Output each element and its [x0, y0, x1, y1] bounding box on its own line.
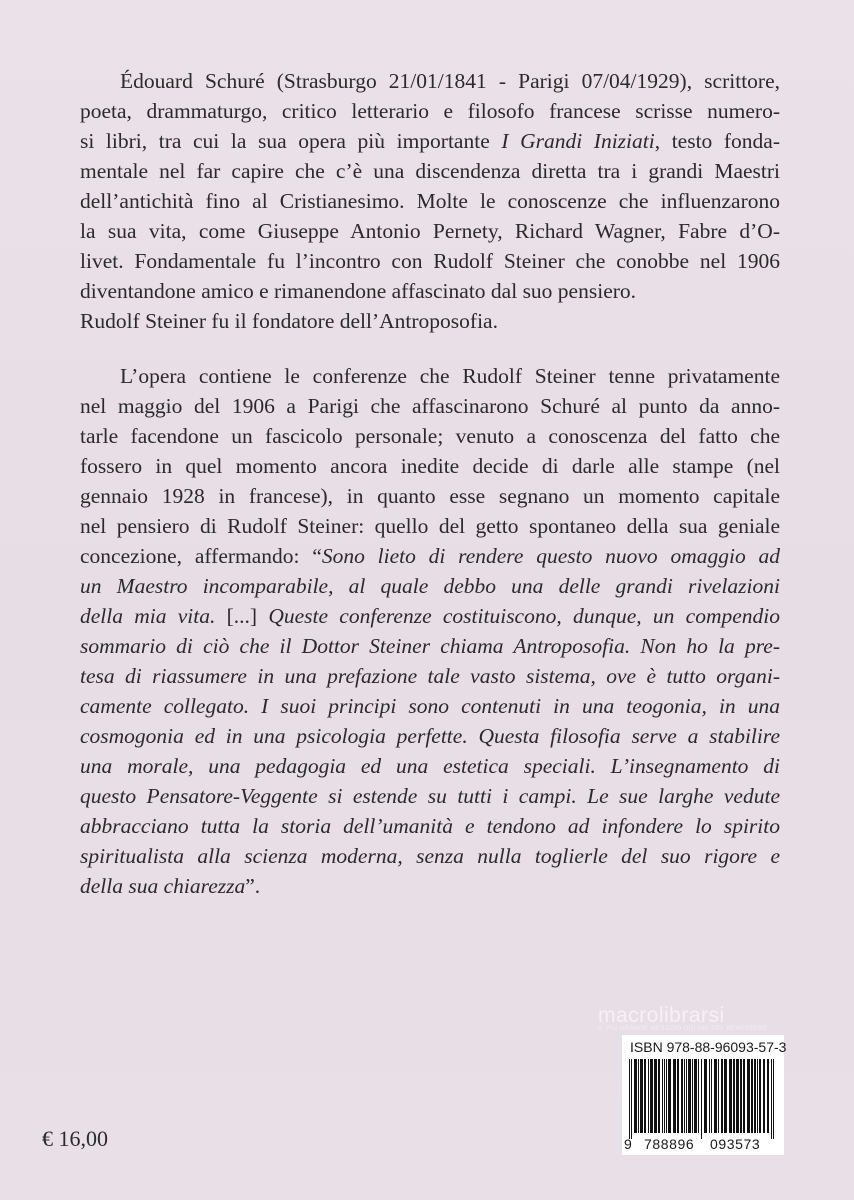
quote-italic: della mia vita.: [80, 604, 216, 628]
barcode-bar: [771, 1059, 772, 1139]
barcode-bar: [668, 1059, 671, 1133]
barcode-bar: [698, 1059, 699, 1133]
barcode-bar: [729, 1059, 732, 1133]
quote-italic: della sua chiarezza: [80, 874, 246, 898]
quote-line: tesa di riassumere in una prefazione tale vasto sistema, ove è tutto organi-: [80, 664, 780, 688]
barcode-bar: [688, 1059, 691, 1133]
quote-line: una morale, una pedagogia ed una estetica speciali. L’insegnamento di: [80, 754, 780, 778]
quote-line: camente collegato. I suoi principi sono contenuti in una teogonia, in una: [80, 694, 780, 718]
barcode-bar: [634, 1059, 637, 1133]
barcode-bar: [718, 1059, 719, 1133]
watermark-logo: [598, 1004, 768, 1032]
text-line: L’opera contiene le conferenze che Rudolf Steiner tenne privatamente: [120, 364, 780, 388]
barcode-bar: [694, 1059, 697, 1133]
watermark-subtext: IL PIÙ GRANDE NEGOZIO ONLINE DEL BENESSERE: [598, 1026, 768, 1032]
barcode-bar: [767, 1059, 769, 1133]
barcode-bar: [673, 1059, 676, 1133]
barcode-bar: [740, 1059, 742, 1133]
barcode-bar: [773, 1059, 774, 1139]
barcode-bar: [677, 1059, 679, 1133]
barcode-bar: [733, 1059, 735, 1133]
barcode-bar: [759, 1059, 761, 1133]
barcode-digits-right: 093573: [710, 1136, 761, 1152]
text-line: fossero in quel momento ancora inedite decide di darle alle stampe (nel: [80, 454, 780, 478]
quote-italic: Sono lieto di rendere questo nuovo omaggio ad: [321, 544, 780, 568]
barcode-bar: [747, 1059, 750, 1133]
text-line: mentale nel far capire che c’è una discendenza diretta tra i grandi Maestri: [80, 159, 780, 183]
text-line: poeta, drammaturgo, critico letterario e filosofo francese scrisse numero-: [80, 99, 780, 123]
quote-line: [80, 601, 780, 631]
quote-italic: Queste conferenze costituiscono, dunque, un compendio: [268, 604, 781, 628]
quote-line: sommario di ciò che il Dottor Steiner chiama Antroposofia. Non ho la pre-: [80, 634, 780, 658]
barcode-bar: [704, 1059, 707, 1133]
book-description-paragraph: [80, 361, 780, 901]
text-line: Rudolf Steiner fu il fondatore dell’Antroposofia.: [80, 309, 498, 333]
text-line: [80, 541, 780, 571]
barcode-digit-first: 9: [624, 1136, 632, 1152]
text-line: nel maggio del 1906 a Parigi che affascinarono Schuré al punto da anno-: [80, 394, 780, 418]
barcode-bar: [754, 1059, 756, 1133]
barcode-bar: [631, 1059, 632, 1139]
barcode-bar: [743, 1059, 745, 1133]
text-line: tarle facendone un fascicolo personale; venuto a conoscenza del fatto che: [80, 424, 780, 448]
barcode-bar: [640, 1059, 643, 1133]
barcode-bar: [701, 1059, 702, 1139]
text-segment: , testo fonda-: [654, 129, 781, 153]
barcode-bar: [658, 1059, 660, 1133]
barcode-bar: [654, 1059, 657, 1133]
quote-line: un Maestro incomparabile, al quale debbo una delle grandi rivelazioni: [80, 574, 780, 598]
barcode-bar: [648, 1059, 649, 1133]
text-segment: concezione, affermando: “: [80, 544, 322, 568]
book-title-italic: I Grandi Iniziati: [501, 129, 655, 153]
watermark-text: macrolibrarsi: [598, 1004, 725, 1027]
barcode-bar: [662, 1059, 663, 1133]
barcode-digits: [622, 1136, 784, 1154]
barcode-bars: [629, 1059, 775, 1139]
barcode-bar: [686, 1059, 687, 1133]
author-bio-paragraph: [80, 66, 780, 336]
text-line: Édouard Schuré (Strasburgo 21/01/1841 - Parigi 07/04/1929), scrittore,: [120, 69, 780, 93]
barcode-bar: [650, 1059, 653, 1133]
barcode-bar: [711, 1059, 712, 1133]
text-line: la sua vita, come Giuseppe Antonio Pernety, Richard Wagner, Fabre d’O-: [80, 219, 780, 243]
quote-line: questo Pensatore-Veggente si estende su tutti i campi. Le sue larghe vedute: [80, 784, 780, 808]
barcode-bar: [714, 1059, 717, 1133]
quote-line: cosmogonia ed in una psicologia perfette. Questa filosofia serve a stabilire: [80, 724, 780, 748]
price: € 16,00: [42, 1126, 108, 1151]
barcode-bar: [721, 1059, 723, 1133]
barcode-digits-left: 788896: [644, 1136, 695, 1152]
barcode-bar: [751, 1059, 753, 1133]
text-line: gennaio 1928 in francese), in quanto esse segnano un momento capitale: [80, 484, 780, 508]
text-line: livet. Fondamentale fu l’incontro con Rudolf Steiner che conobbe nel 1906: [80, 249, 780, 273]
barcode-bar: [724, 1059, 727, 1133]
isbn-label: ISBN 978-88-96093-57-3: [630, 1039, 787, 1055]
closing-quote: ”.: [245, 874, 261, 898]
quote-line: spiritualista alla scienza moderna, senza nulla toglierle del suo rigore e: [80, 844, 780, 868]
text-line: diventandone amico e rimanendone affascinato dal suo pensiero.: [80, 279, 637, 303]
text-line: dell’antichità fino al Cristianesimo. Molte le conoscenze che influenzarono: [80, 189, 780, 213]
barcode-bar: [684, 1059, 685, 1133]
text-line: nel pensiero di Rudolf Steiner: quello del getto spontaneo della sua geniale: [80, 514, 780, 538]
barcode-bar: [736, 1059, 739, 1133]
barcode-bar: [664, 1059, 665, 1133]
barcode-bar: [709, 1059, 710, 1133]
barcode-bar: [638, 1059, 639, 1133]
text-line: [80, 126, 780, 156]
barcode-bar: [644, 1059, 646, 1133]
isbn-barcode: [622, 1035, 787, 1155]
barcode-bar: [763, 1059, 765, 1133]
barcode-bar: [629, 1059, 630, 1139]
quote-line: [80, 871, 780, 901]
barcode-bar: [666, 1059, 667, 1133]
barcode-bar: [681, 1059, 683, 1133]
barcode-bar: [692, 1059, 693, 1133]
ellipsis-bracket: [...]: [215, 604, 269, 628]
barcode-bar: [757, 1059, 758, 1133]
text-segment: si libri, tra cui la sua opera più importante: [80, 129, 490, 153]
quote-line: abbracciano tutta la storia dell’umanità e tendono ad infondere lo spirito: [80, 814, 780, 838]
